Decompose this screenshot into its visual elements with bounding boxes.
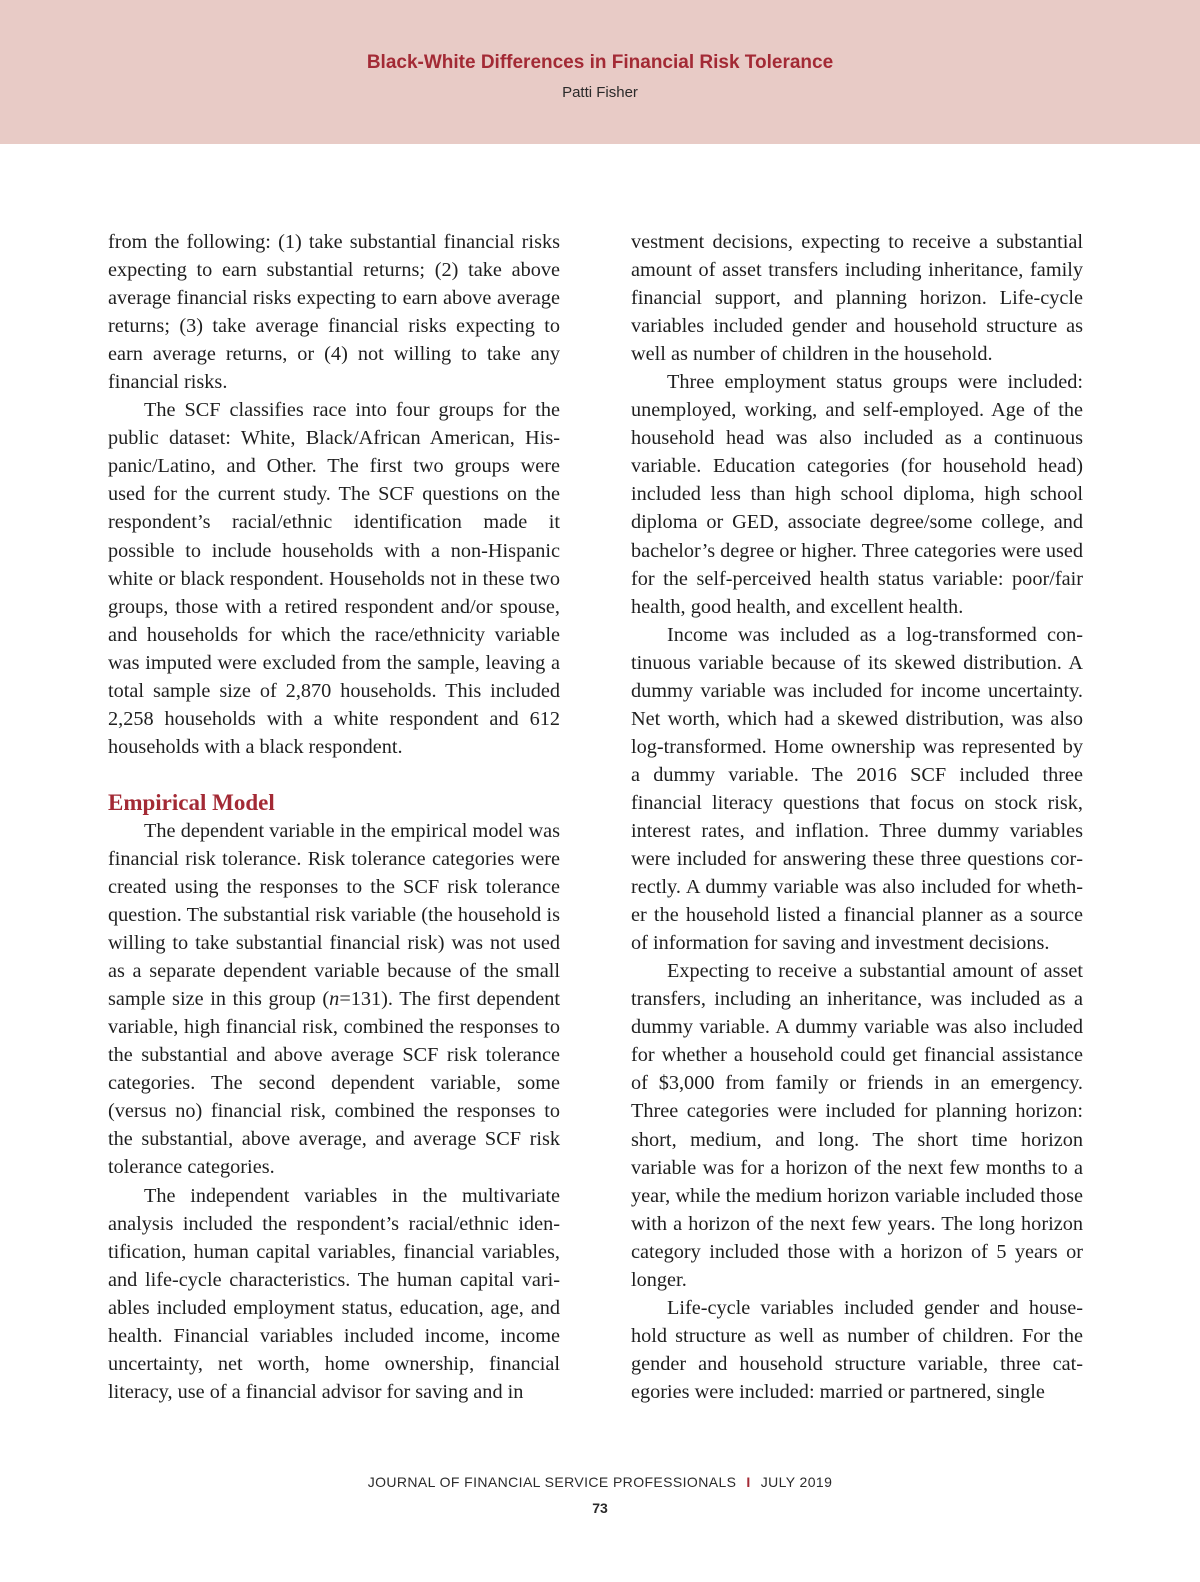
- footer-journal-line: [0, 1474, 1200, 1490]
- right-paragraph-1: vestment decisions, expecting to receive a substantial amount of asset transfers including inheritance, family financial support, and planning horizon. Life-cycle variables included gender and household structure as well as number of children in the household.: [631, 231, 1083, 366]
- right-paragraph-3: Income was included as a log-transformed continuous variable because of its skewed distribution. A dummy variable was included for income uncertainty. Net worth, which had a skewed distribution, was also log-transformed. Home ownership was represented by a dummy variable. The 2016 SCF included three financial literacy questions that focus on stock risk, interest rates, and inflation. Three dummy variables were included for answering these three questions correctly. A dummy variable was also included for whether the household listed a financial planner as a source of information for saving and investment decisions.: [631, 623, 1083, 955]
- left-paragraph-3: [108, 817, 560, 1182]
- p3-text-before: The dependent variable in the empirical model was financial risk tolerance. Risk tolerance categories were created using the responses to the SCF risk tolerance question. The substantial risk variable (the household is willing to take substantial financial risk) was not used as a separate dependent variable because of the small sample size in this group (: [108, 819, 560, 1011]
- page-number: 73: [592, 1500, 608, 1516]
- footer-separator: I: [746, 1474, 751, 1490]
- footer-journal-name: JOURNAL OF FINANCIAL SERVICE PROFESSIONALS: [367, 1474, 737, 1490]
- running-title: Black-White Differences in Financial Risk Tolerance: [366, 52, 834, 73]
- right-paragraph-4: Expecting to receive a substantial amount of asset transfers, including an inheritance, was included as a dummy variable. A dummy variable was also included for whether a household could get financial assistance of $3,000 from family or friends in an emergency. Three categories were included for planning horizon: short, medium, and long. The short time horizon variable was for a horizon of the next few months to a year, while the medium horizon variable included those with a horizon of the next few years. The long horizon category included those with a horizon of 5 years or longer.: [631, 960, 1083, 1291]
- right-column: [631, 228, 1083, 1406]
- p3-text-after: =131). The first dependent variable, high financial risk, combined the responses to the substantial and above average SCF risk tolerance categories. The second dependent variable, some (versus no) financial risk, combined the responses to the substantial, above average, and average SCF risk tolerance categories.: [108, 988, 560, 1179]
- left-paragraph-1: from the following: (1) take substantial financial risks expecting to earn substantial returns; (2) take above average financial risks expecting to earn above average returns; (3) take average financial risks expecting to earn average returns, or (4) not willing to take any financial risks.: [108, 231, 560, 394]
- right-paragraph-5: Life-cycle variables included gender and household structure as well as number of children. For the gender and household structure variable, three categories were included: married or partnered, single: [631, 1296, 1083, 1403]
- header-band: [0, 0, 1200, 144]
- left-paragraph-4: The independent variables in the multivariate analysis included the respondent’s racial/ethnic identification, human capital variables, financial variables, and life-cycle characteristics. The human capital variables included employment status, education, age, and health. Financial variables included income, income uncertainty, net worth, home ownership, financial literacy, use of a financial advisor for saving and in: [108, 1184, 560, 1403]
- left-column: [108, 228, 560, 1406]
- section-heading-empirical-model: Empirical Model: [108, 789, 275, 815]
- left-paragraph-2: The SCF classifies race into four groups for the public dataset: White, Black/African American, Hispanic/Latino, and Other. The first two groups were used for the current study. The SCF questions on the respondent’s racial/ethnic identification made it possible to include households with a non-Hispanic white or black respondent. Households not in these two groups, those with a retired respondent and/or spouse, and households for which the race/ethnicity variable was imputed were excluded from the sample, leaving a total sample size of 2,870 households. This included 2,258 households with a white respondent and 612 households with a black respondent.: [108, 399, 560, 758]
- p3-n-italic: n: [329, 988, 340, 1011]
- footer-date: JULY 2019: [760, 1474, 833, 1490]
- right-paragraph-2: Three employment status groups were included: unemployed, working, and self-employed. Age of the household head was also included as a continuous variable. Education categories (for household head) included less than high school diploma, high school diploma or GED, associate degree/some college, and bachelor’s degree or higher. Three categories were used for the self-perceived health status variable: poor/fair health, good health, and excellent health.: [631, 371, 1083, 618]
- running-author: Patti Fisher: [562, 84, 638, 101]
